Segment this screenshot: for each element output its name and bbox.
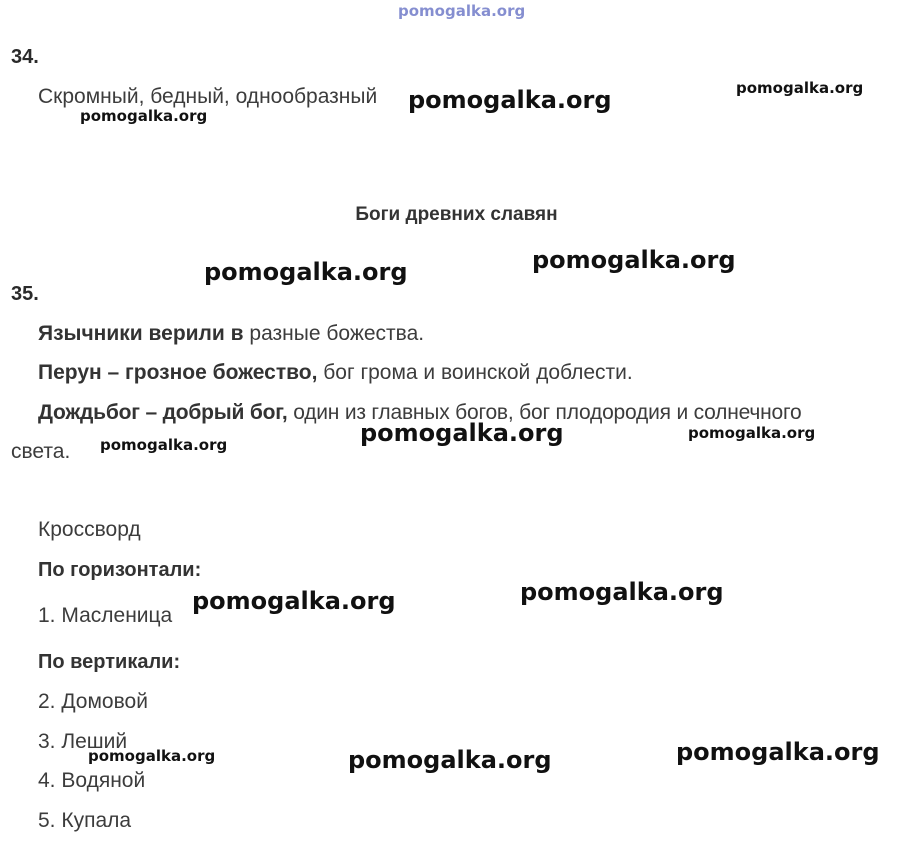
- task-35-number: 35.: [11, 283, 39, 305]
- task-35-line-3-rest: один из главных богов, бог плодородия и солнечного: [287, 401, 802, 424]
- section-heading: Боги древних славян: [355, 204, 558, 225]
- task-34-answer: Скромный, бедный, однообразный: [38, 85, 378, 108]
- task-35-continuation: света.: [11, 440, 71, 463]
- crossword-vertical-item-4: 4. Водяной: [38, 769, 146, 792]
- task-35-line-2-bold: Перун – грозное божество,: [38, 361, 318, 384]
- task-35-line-3-bold: Дождьбог – добрый бог,: [38, 401, 288, 424]
- task-35-line-1-bold: Язычники верили в: [38, 322, 244, 345]
- crossword-vertical-label: По вертикали:: [38, 651, 181, 673]
- task-35-line-1: [38, 322, 424, 346]
- watermark: pomogalka.org: [408, 86, 612, 114]
- crossword-horizontal-label: По горизонтали:: [38, 559, 202, 581]
- watermark: pomogalka.org: [348, 746, 552, 774]
- task-34-number: 34.: [11, 46, 39, 68]
- watermark: pomogalka.org: [676, 738, 880, 766]
- watermark: pomogalka.org: [88, 747, 216, 765]
- watermark: pomogalka.org: [520, 578, 724, 606]
- watermark: pomogalka.org: [532, 246, 736, 274]
- watermark: pomogalka.org: [192, 587, 396, 615]
- watermark: pomogalka.org: [204, 258, 408, 286]
- watermark: pomogalka.org: [688, 424, 816, 442]
- watermark: pomogalka.org: [80, 107, 208, 125]
- crossword-title: Кроссворд: [38, 518, 141, 541]
- watermark: pomogalka.org: [360, 419, 564, 447]
- task-35-line-1-rest: разные божества.: [243, 322, 425, 345]
- watermark: pomogalka.org: [100, 436, 228, 454]
- crossword-vertical-item-3: 3. Леший: [38, 730, 128, 753]
- watermark: pomogalka.org: [736, 79, 864, 97]
- crossword-vertical-item-5: 5. Купала: [38, 809, 132, 832]
- task-35-line-2-rest: бог грома и воинской доблести.: [317, 361, 633, 384]
- crossword-horizontal-item-1: 1. Масленица: [38, 604, 173, 627]
- crossword-vertical-item-2: 2. Домовой: [38, 690, 148, 713]
- watermark-top: pomogalka.org: [398, 2, 526, 20]
- task-35-line-2: [38, 361, 633, 385]
